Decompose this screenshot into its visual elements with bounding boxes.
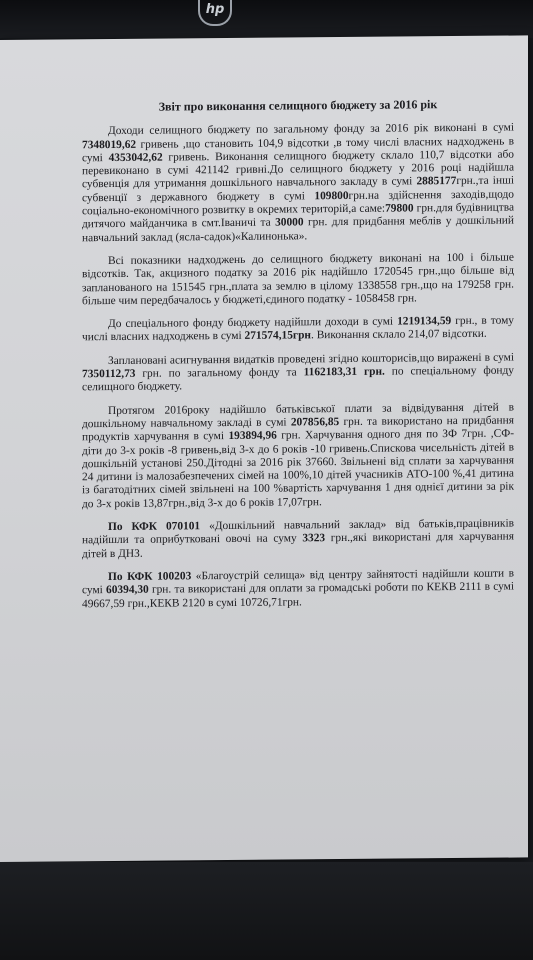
hp-logo: hp [198, 0, 232, 26]
text-run: грн. та використані для оплати за громадські роботи по КЕКВ 2111 в сумі 49667,59 грн.,КЕКВ 2120 в сумі 10726,71грн. [82, 580, 515, 610]
text-run: грн. по загальному фонду та [135, 366, 304, 380]
text-run: грн.,та інші субвенції з державного бюджету в сумі [82, 174, 515, 205]
bold-run: По КФК 100203 [108, 570, 192, 583]
bold-run: 109800 [314, 189, 349, 203]
desk-surface [0, 862, 533, 960]
bold-run: 60394,30 [106, 583, 149, 597]
text-run: «Дошкільний навчальний заклад» від батьків,працівників надійшли та оприбутковані овочі на суму [82, 517, 514, 547]
document-sheet [0, 35, 528, 862]
bold-run: По КФК [108, 520, 166, 534]
bold-run: 1162183,31 грн. [303, 365, 385, 379]
document-title: Звіт про виконання селищного бюджету за 2016 рік [158, 97, 438, 114]
bold-run: 7350112,73 [82, 367, 136, 381]
bold-run: 30000 [275, 216, 304, 229]
text-run: грн. для придбання меблів у дошкільний навчальний заклад (ясла-садок)«Калинонька». [82, 214, 515, 244]
text-run: «Благоустрій селища» від центру зайнятості надійшли кошти в сумі [82, 567, 514, 597]
paragraph-6 [82, 518, 514, 562]
bold-run: 4353042,62 [108, 151, 163, 164]
text-run: . Виконання склало 214,07 відсотки. [311, 328, 487, 342]
text-run: грн. та використано на придбання продуктів харчування в сумі [82, 414, 514, 444]
document-paragraphs [82, 122, 514, 611]
text-run: Доходи селищного бюджету по загальному фонду за 2016 рік виконані в сумі [108, 121, 514, 138]
bold-run: 7348019,62 [82, 138, 137, 151]
paragraph-7 [82, 567, 514, 611]
paragraph-2 [82, 251, 514, 308]
text-run: по спеціальному фонду селищного бюджету. [82, 364, 514, 394]
monitor-bezel [0, 0, 533, 38]
text-run: Заплановані асигнування видатків проведені згідно кошторисів,що виражені в сумі [108, 351, 514, 367]
bold-run: 2885177 [416, 175, 457, 188]
bold-run: 193894,96 [228, 429, 277, 443]
paragraph-4 [82, 351, 514, 395]
paragraph-5 [82, 401, 514, 511]
text-run: гривень ,що становить 104,9 відсотки ,в тому числі власних надходжень в сумі [82, 135, 514, 165]
text-run: гривень. Виконання селищного бюджету склало 110,7 відсотки або перевиконано в сумі 421142 гривні.До селищного бюджету у 2016 році надійшла субвенція для утримання дошкільного навчального закладу в сумі [82, 148, 515, 191]
text-run: грн.,які використані для харчування дітей в ДНЗ. [82, 530, 515, 560]
bold-run: 1219134,59 [397, 315, 452, 328]
bold-run: 3323 [302, 532, 326, 545]
text-run: Протягом 2016року надійшло батьківської плати за відвідування дітей в дошкільному навчальному закладі в сумі [82, 401, 514, 431]
text-run: До спеціального фонду бюджету надійшли доходи в сумі [108, 315, 398, 331]
text-run: грн.для будівництва дитячого майданчика в смт.Іваничі та [82, 201, 515, 231]
paragraph-1 [82, 122, 514, 245]
text-run: грн.на здійснення заходів,щодо соціально-економічного розвитку в окремих територій,а саме: [82, 188, 514, 218]
bold-run: 271574,15грн [244, 329, 311, 343]
text-run: грн., в тому числі власних надходжень в сумі [82, 314, 514, 344]
paragraph-3 [82, 315, 514, 345]
bold-run: 070101 [165, 520, 201, 533]
text-run: грн. Харчування одного дня по ЗФ 7грн. ,СФ- діти до 3-х років -8 гривень,від 3-х до 6 років -10 гривень.Спискова чисельність дітей в дошкільній установі 250.Дітодні за 2016 рік 37660. Звільнені від сплати за харчування 24 дитини із малозабезпечених сімей на 100%,10 дітей учасників АТО-100 %,41 дитина із багатодітних сімей звільнені на 100 %вартість харчування 1 дня однієї дитини за рік до 3-х років 13,87грн.,від 3-х до 6 років 17,07грн. [82, 427, 514, 511]
text-run: Всі показники надходжень до селищного бюджету виконані на 100 і більше відсотків. Так, акцизного податку за 2016 рік надійшло 1720545 грн.,що більше від запланованого на 151545 грн.,плата за землю в цілому 1338558 грн.,що на 179258 грн. більше чим передбачалось у бюджеті,єдиного податку - 1058458 грн. [82, 251, 514, 308]
bold-run: 79800 [385, 202, 414, 215]
bold-run: 207856,85 [290, 415, 340, 429]
document-body [82, 98, 514, 622]
